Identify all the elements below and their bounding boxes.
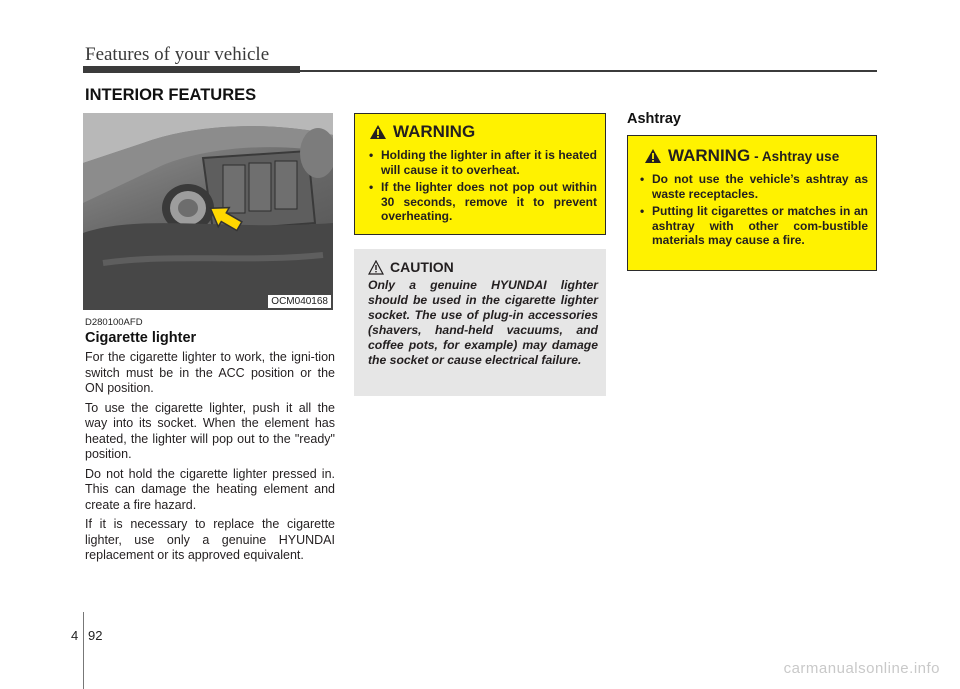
page-number: 92 [88, 628, 103, 643]
reference-code: D280100AFD [85, 317, 143, 328]
warning-title: WARNING [393, 122, 476, 141]
warning-item: • Holding the lighter in after it is heated will cause it to overheat. [369, 148, 597, 177]
header-rule-thick [83, 66, 300, 73]
header-rule-thin [300, 70, 877, 72]
photo-caption: OCM040168 [268, 295, 331, 308]
caution-header [368, 259, 598, 275]
warning-header [369, 122, 597, 142]
watermark: carmanualsonline.info [783, 660, 940, 677]
warning-item: • Do not use the vehicle’s ashtray as waste receptacles. [640, 172, 868, 201]
warning-item: • If the lighter does not pop out within 30 seconds, remove it to prevent overheating. [369, 180, 597, 223]
warning-triangle-icon [644, 148, 662, 164]
lighter-photo [83, 113, 333, 310]
caution-text: Only a genuine HYUNDAI lighter should be used in the cigarette lighter socket. The use of plug-in accessories (shavers, hand-held vacuums, and coffee pots, for example) may damage the socket or cause electrical failure. [368, 278, 598, 367]
running-header: Features of your vehicle [85, 44, 270, 65]
lighter-body [85, 350, 335, 568]
lighter-heading: Cigarette lighter [85, 330, 197, 346]
warning-list [367, 148, 597, 224]
paragraph: To use the cigarette lighter, push it all the way into its socket. When the element has heated, the lighter will pop out to the "ready" position. [85, 400, 335, 461]
paragraph: Do not hold the cigarette lighter pressed in. This can damage the heating element and create a fire hazard. [85, 466, 335, 512]
caution-box [354, 249, 606, 396]
warning-triangle-icon [369, 124, 387, 140]
paragraph: If it is necessary to replace the cigarette lighter, use only a genuine HYUNDAI replacement or its approved equivalent. [85, 517, 335, 562]
yellow-arrow-icon [205, 205, 245, 239]
warning-title: WARNING [668, 146, 751, 165]
warning-subtitle: - Ashtray use [754, 148, 840, 164]
caution-triangle-icon [368, 260, 384, 275]
lighter-warning-box [354, 113, 606, 235]
footer-divider [83, 612, 84, 689]
ashtray-warning-box [627, 135, 877, 271]
warning-item: • Putting lit cigarettes or matches in an ashtray with other com-bustible materials may cause a fire. [640, 204, 868, 247]
section-title: INTERIOR FEATURES [85, 86, 257, 104]
caution-title: CAUTION [390, 259, 454, 275]
paragraph: For the cigarette lighter to work, the igni-tion switch must be in the ACC position or the ON position. [85, 350, 335, 395]
warning-header [644, 146, 868, 166]
warning-list [638, 172, 868, 248]
ashtray-heading: Ashtray [627, 111, 681, 127]
chapter-number: 4 [71, 628, 79, 643]
